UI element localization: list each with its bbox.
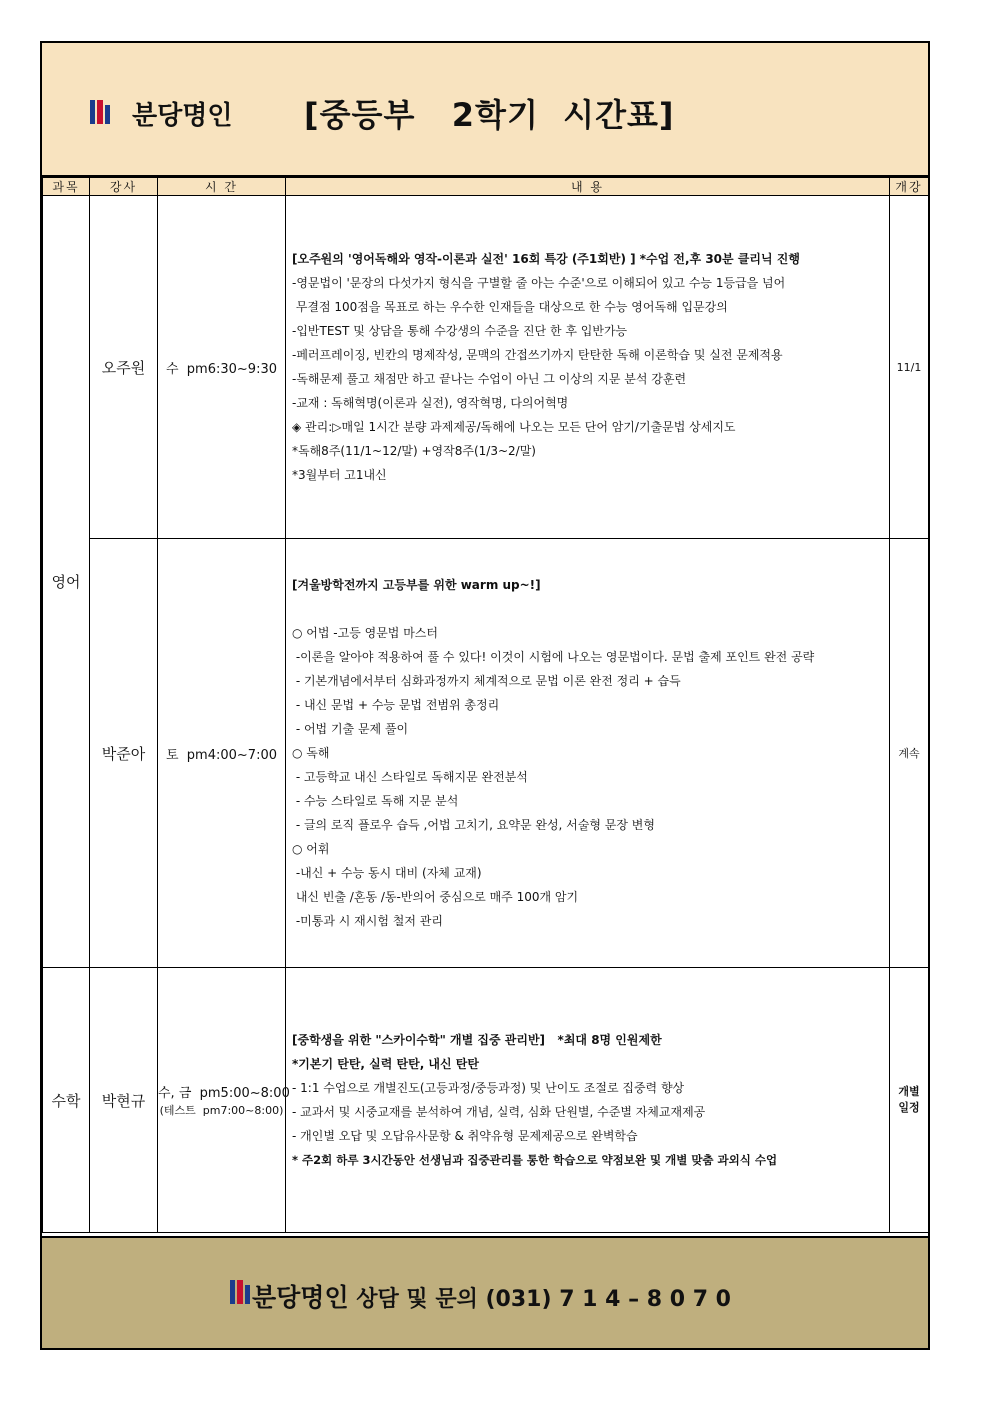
content-cell — [286, 539, 890, 968]
content-line: - 1:1 수업으로 개별진도(고등과정/중등과정) 및 난이도 조절로 집중력 향상 — [292, 1081, 685, 1095]
content-line: [오주원의 '영어독해와 영작-이론과 실전' 16회 특강 (주1회반) ] *수업 전,후 30분 클리닉 진행 — [292, 252, 800, 266]
col-content: 내 용 — [286, 178, 890, 196]
content-line: *기본기 탄탄, 실력 탄탄, 내신 탄탄 — [292, 1057, 479, 1071]
content-line: *3월부터 고1내신 — [292, 468, 387, 482]
test-time-note: (테스트 pm7:00~8:00) — [159, 1104, 284, 1117]
content-line: ○ 어법 -고등 영문법 마스터 — [292, 626, 438, 640]
time-text: 수 pm6:30~9:30 — [165, 361, 278, 377]
content-line: 무결점 100점을 목표로 하는 우수한 인재들을 대상으로 한 수능 영어독해 입문강의 — [292, 300, 728, 314]
content-cell — [286, 968, 890, 1233]
content-line — [292, 597, 889, 621]
subject-cell: 수학 — [43, 968, 90, 1233]
content-line: 내신 빈출 /혼동 /동-반의어 중심으로 매주 100개 암기 — [292, 890, 579, 904]
content-line: - 교과서 및 시중교재를 분석하여 개념, 실력, 심화 단원별, 수준별 자체교재제공 — [292, 1105, 706, 1119]
content-line: ○ 어휘 — [292, 842, 330, 856]
content-line: - 내신 문법 + 수능 문법 전범위 총정리 — [292, 698, 500, 712]
time-cell — [158, 968, 290, 1233]
content-line: -교재 : 독해혁명(이론과 실전), 영작혁명, 다의어혁명 — [292, 396, 569, 410]
content-line: -영문법이 '문장의 다섯가지 형식을 구별할 줄 아는 수준'으로 이해되어 있고 수능 1등급을 넘어 — [292, 276, 786, 290]
contact-info — [252, 1278, 731, 1314]
open-date-line: 일정 — [898, 1101, 920, 1114]
content-line: - 수능 스타일로 독해 지문 분석 — [292, 794, 459, 808]
content-line: [중학생을 위한 "스카이수학" 개별 집중 관리반] *최대 8명 인원제한 — [292, 1033, 662, 1047]
col-teacher: 강사 — [90, 178, 158, 196]
teacher-cell: 박현규 — [90, 968, 158, 1233]
time-text: 토 pm4:00~7:00 — [165, 747, 278, 763]
subject-cell: 영어 — [43, 196, 90, 968]
content-line: - 어법 기출 문제 풀이 — [292, 722, 409, 736]
col-open: 개강 — [890, 178, 929, 196]
content-line: - 개인별 오답 및 오답유사문항 & 취약유형 문제제공으로 완벽학습 — [292, 1129, 638, 1143]
page-title: [중등부 2학기 시간표] — [304, 96, 675, 134]
table-row — [43, 968, 929, 1233]
content-line: - 기본개념에서부터 심화과정까지 체계적으로 문법 이론 완전 정리 + 습득 — [292, 674, 681, 688]
footer-brand: 분당명인 — [252, 1283, 349, 1312]
time-text: 수, 금 pm5:00~8:00 — [158, 1086, 290, 1101]
col-time: 시 간 — [158, 178, 286, 196]
academy-logo-icon — [90, 100, 110, 124]
brand-name: 분당명인 — [132, 101, 233, 131]
timetable-sheet — [40, 41, 930, 1350]
table-header-row — [43, 178, 929, 196]
content-line: - 글의 로직 플로우 습득 ,어법 고치기, 요약문 완성, 서술형 문장 변형 — [292, 818, 655, 832]
content-line: -미통과 시 재시험 철저 관리 — [292, 914, 443, 928]
header-banner — [42, 43, 928, 177]
content-line: ○ 독해 — [292, 746, 330, 760]
content-line: -독해문제 풀고 채점만 하고 끝나는 수업이 아닌 그 이상의 지문 분석 강훈련 — [292, 372, 687, 386]
teacher-cell: 박준아 — [90, 539, 158, 968]
teacher-cell: 오주원 — [90, 196, 158, 539]
time-cell — [158, 539, 286, 968]
schedule-table — [42, 177, 929, 1233]
content-line: -이론을 알아야 적용하여 풀 수 있다! 이것이 시험에 나오는 영문법이다. 문법 출제 포인트 완전 공략 — [292, 650, 815, 664]
time-cell — [158, 196, 286, 539]
content-line: -페러프레이징, 빈칸의 명제작성, 문맥의 간접쓰기까지 탄탄한 독해 이론학습 및 실전 문제적용 — [292, 348, 783, 362]
open-date-cell: 계속 — [890, 539, 929, 968]
content-line: -내신 + 수능 동시 대비 (자체 교재) — [292, 866, 482, 880]
content-line: * 주2회 하루 3시간동안 선생님과 집중관리를 통한 학습으로 약점보완 및 개별 맞춤 과외식 수업 — [292, 1153, 778, 1167]
content-line: ◈ 관리:▷매일 1시간 분량 과제제공/독해에 나오는 모든 단어 암기/기출문법 상세지도 — [292, 420, 736, 434]
content-cell — [286, 196, 890, 539]
col-subject: 과목 — [43, 178, 90, 196]
content-line: *독해8주(11/1~12/말) +영작8주(1/3~2/말) — [292, 444, 536, 458]
open-date-cell: 11/1 — [890, 196, 929, 539]
open-date-cell — [890, 968, 929, 1233]
contact-phone: 상담 및 문의 (031) 7 1 4 – 8 0 7 0 — [348, 1287, 731, 1312]
content-line: - 고등학교 내신 스타일로 독해지문 완전분석 — [292, 770, 528, 784]
content-line: -입반TEST 및 상담을 통해 수강생의 수준을 진단 한 후 입반가능 — [292, 324, 628, 338]
footer-banner — [42, 1236, 928, 1348]
content-line: [겨울방학전까지 고등부를 위한 warm up~!] — [292, 578, 541, 592]
table-row — [43, 539, 929, 968]
academy-logo-icon — [230, 1280, 250, 1304]
open-date-line: 개별 — [898, 1085, 920, 1098]
table-row — [43, 196, 929, 539]
